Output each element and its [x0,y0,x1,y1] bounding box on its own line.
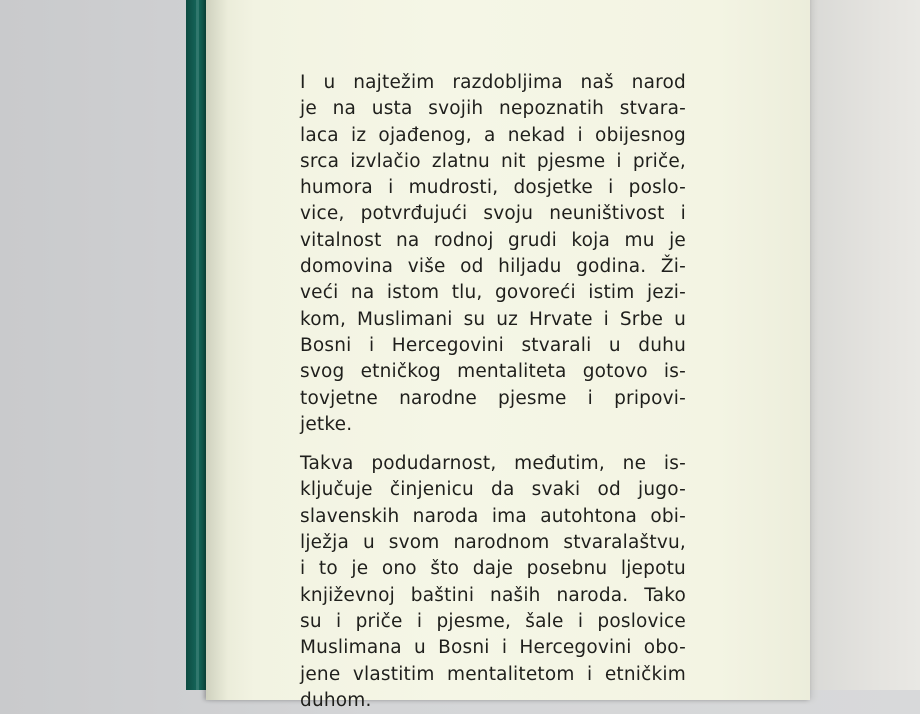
text-line: kom, Muslimani su uz Hrvate i Srbe u [300,308,686,330]
text-line: Muslimana u Bosni i Hercegovini obo- [300,637,686,659]
paragraph-1 [300,70,686,438]
text-line: slavenskih naroda ima autohtona obi- [300,505,686,527]
text-line: jetke. [300,413,353,435]
cover-edge-highlight [196,0,199,690]
text-line: svog etničkog mentaliteta gotovo is- [300,361,686,383]
text-line: I u najtežim razdobljima naš narod [300,72,686,93]
text-line: vitalnost na rodnoj grudi koja mu je [300,229,686,251]
text-line: su i priče i pjesme, šale i poslovice [300,610,686,632]
text-line: srca izvlačio zlatnu nit pjesme i priče, [300,150,686,172]
text-line: domovina više od hiljadu godina. Ži- [300,256,686,278]
text-line: tovjetne narodne pjesme i pripovi- [300,387,686,409]
text-line: je na usta svojih nepoznatih stvara- [300,98,686,120]
text-line: humora i mudrosti, dosjetke i poslo- [300,177,686,199]
paragraph-2 [300,451,686,714]
text-line: laca iz ojađenog, a nekad i obijesnog [300,124,686,146]
paragraph-gap [300,438,686,451]
text-line: lježja u svom narodnom stvaralaštvu, [300,532,686,554]
text-line: duhom. [300,689,372,711]
page-fold-shadow [206,0,228,700]
text-line: i to je ono što daje posebnu ljepotu [300,558,686,580]
text-line: ključuje činjenicu da svaki od jugo- [300,479,686,501]
text-line: Takva podudarnost, međutim, ne is- [300,453,686,475]
background-surface [808,0,920,690]
text-line: jene vlastitim mentalitetom i etničkim [300,663,686,685]
page-text [300,70,686,714]
text-line: Bosni i Hercegovini stvarali u duhu [300,334,686,356]
text-line: književnoj baštini naših naroda. Tako [300,584,686,606]
text-line: vice, potvrđujući svoju neuništivost i [300,203,686,225]
book-page [206,0,810,711]
text-line: veći na istom tlu, govoreći istim jezi- [300,282,686,304]
